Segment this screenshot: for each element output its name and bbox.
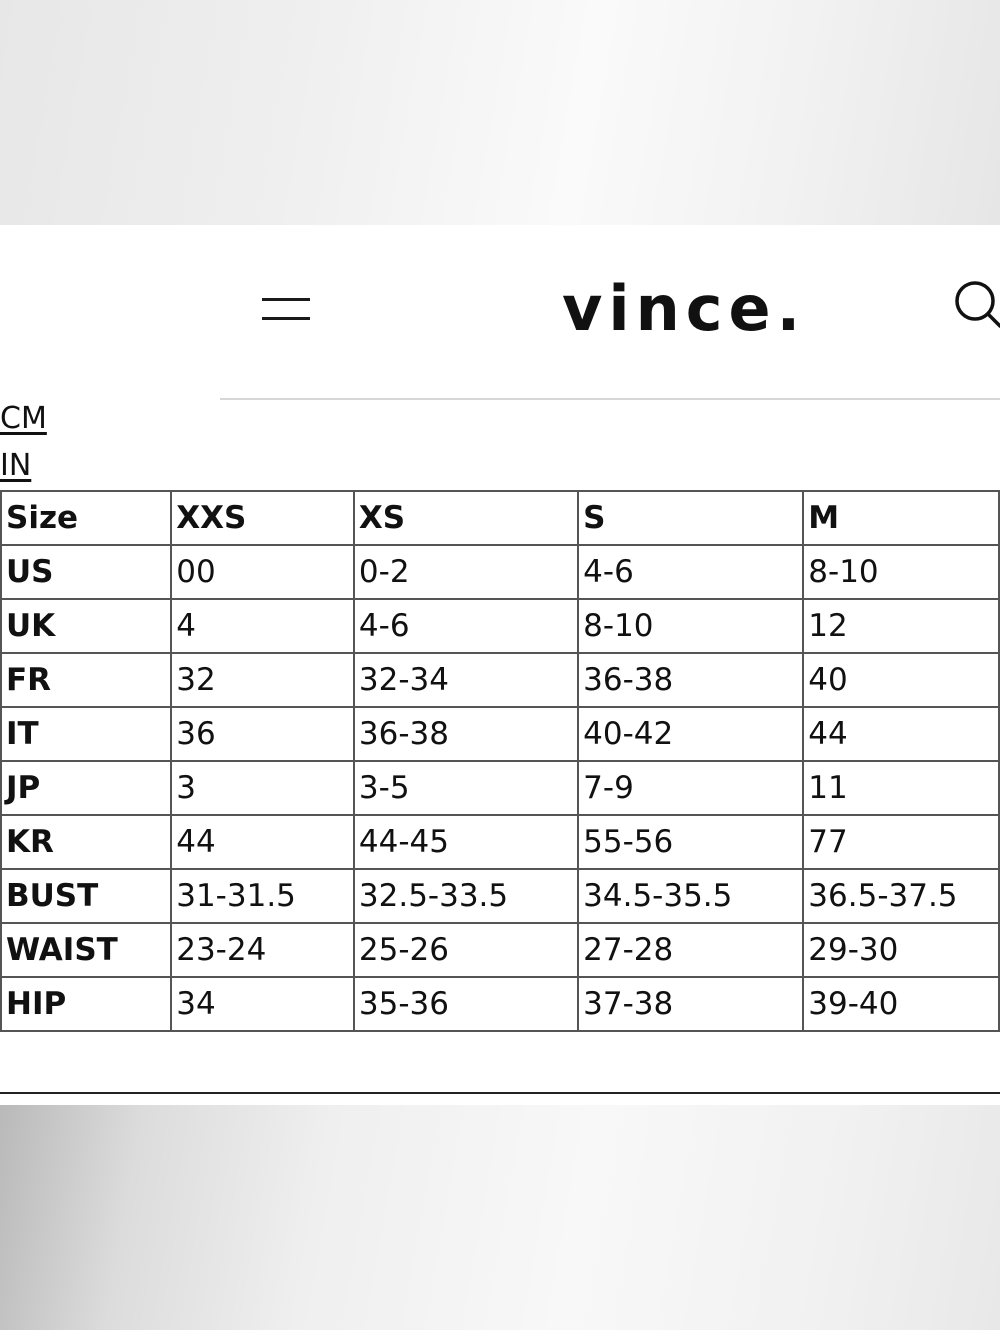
- row-label: FR: [1, 653, 171, 707]
- table-cell: 11: [803, 761, 999, 815]
- table-cell: 32.5-33.5: [354, 869, 578, 923]
- row-label: BUST: [1, 869, 171, 923]
- table-row: [1, 653, 999, 707]
- column-header: XS: [354, 491, 578, 545]
- section-divider: [0, 1092, 1000, 1094]
- brand-logo[interactable]: vince.: [562, 272, 807, 345]
- table-row: [1, 761, 999, 815]
- table-cell: 34.5-35.5: [578, 869, 803, 923]
- table-cell: 27-28: [578, 923, 803, 977]
- table-cell: 0-2: [354, 545, 578, 599]
- table-cell: 32: [171, 653, 354, 707]
- table-row: [1, 869, 999, 923]
- table-cell: 36-38: [578, 653, 803, 707]
- unit-toggle-cm[interactable]: CM: [0, 401, 47, 436]
- table-cell: 44: [171, 815, 354, 869]
- table-cell: 3: [171, 761, 354, 815]
- table-cell: 36: [171, 707, 354, 761]
- row-label: JP: [1, 761, 171, 815]
- table-cell: 44: [803, 707, 999, 761]
- table-cell: 29-30: [803, 923, 999, 977]
- table-cell: 40-42: [578, 707, 803, 761]
- blurred-background-bottom: [0, 1105, 1000, 1330]
- table-cell: 4-6: [354, 599, 578, 653]
- table-cell: 4-6: [578, 545, 803, 599]
- column-header: Size: [1, 491, 171, 545]
- table-cell: 3-5: [354, 761, 578, 815]
- row-label: HIP: [1, 977, 171, 1031]
- table-cell: 37-38: [578, 977, 803, 1031]
- table-cell: 23-24: [171, 923, 354, 977]
- blurred-background-top: [0, 0, 1000, 225]
- table-row: [1, 545, 999, 599]
- unit-toggle-in[interactable]: IN: [0, 448, 32, 483]
- header-divider: [220, 398, 1000, 400]
- table-cell: 40: [803, 653, 999, 707]
- table-cell: 8-10: [803, 545, 999, 599]
- table-row: [1, 923, 999, 977]
- table-cell: 4: [171, 599, 354, 653]
- table-cell: 36.5-37.5: [803, 869, 999, 923]
- table-header-row: [1, 491, 999, 545]
- table-cell: 12: [803, 599, 999, 653]
- table-cell: 44-45: [354, 815, 578, 869]
- row-label: KR: [1, 815, 171, 869]
- menu-line: [262, 298, 310, 301]
- table-cell: 7-9: [578, 761, 803, 815]
- table-cell: 34: [171, 977, 354, 1031]
- table-row: [1, 599, 999, 653]
- table-cell: 39-40: [803, 977, 999, 1031]
- search-icon[interactable]: [950, 278, 1000, 328]
- row-label: WAIST: [1, 923, 171, 977]
- row-label: UK: [1, 599, 171, 653]
- column-header: M: [803, 491, 999, 545]
- size-chart-table: [0, 490, 1000, 1032]
- row-label: US: [1, 545, 171, 599]
- table-cell: 00: [171, 545, 354, 599]
- hamburger-menu-icon[interactable]: [262, 296, 310, 326]
- table-row: [1, 815, 999, 869]
- table-cell: 55-56: [578, 815, 803, 869]
- table-row: [1, 977, 999, 1031]
- menu-line: [262, 317, 310, 320]
- table-cell: 77: [803, 815, 999, 869]
- column-header: S: [578, 491, 803, 545]
- row-label: IT: [1, 707, 171, 761]
- table-cell: 36-38: [354, 707, 578, 761]
- table-cell: 32-34: [354, 653, 578, 707]
- table-cell: 25-26: [354, 923, 578, 977]
- table-cell: 8-10: [578, 599, 803, 653]
- table-cell: 31-31.5: [171, 869, 354, 923]
- column-header: XXS: [171, 491, 354, 545]
- table-row: [1, 707, 999, 761]
- table-cell: 35-36: [354, 977, 578, 1031]
